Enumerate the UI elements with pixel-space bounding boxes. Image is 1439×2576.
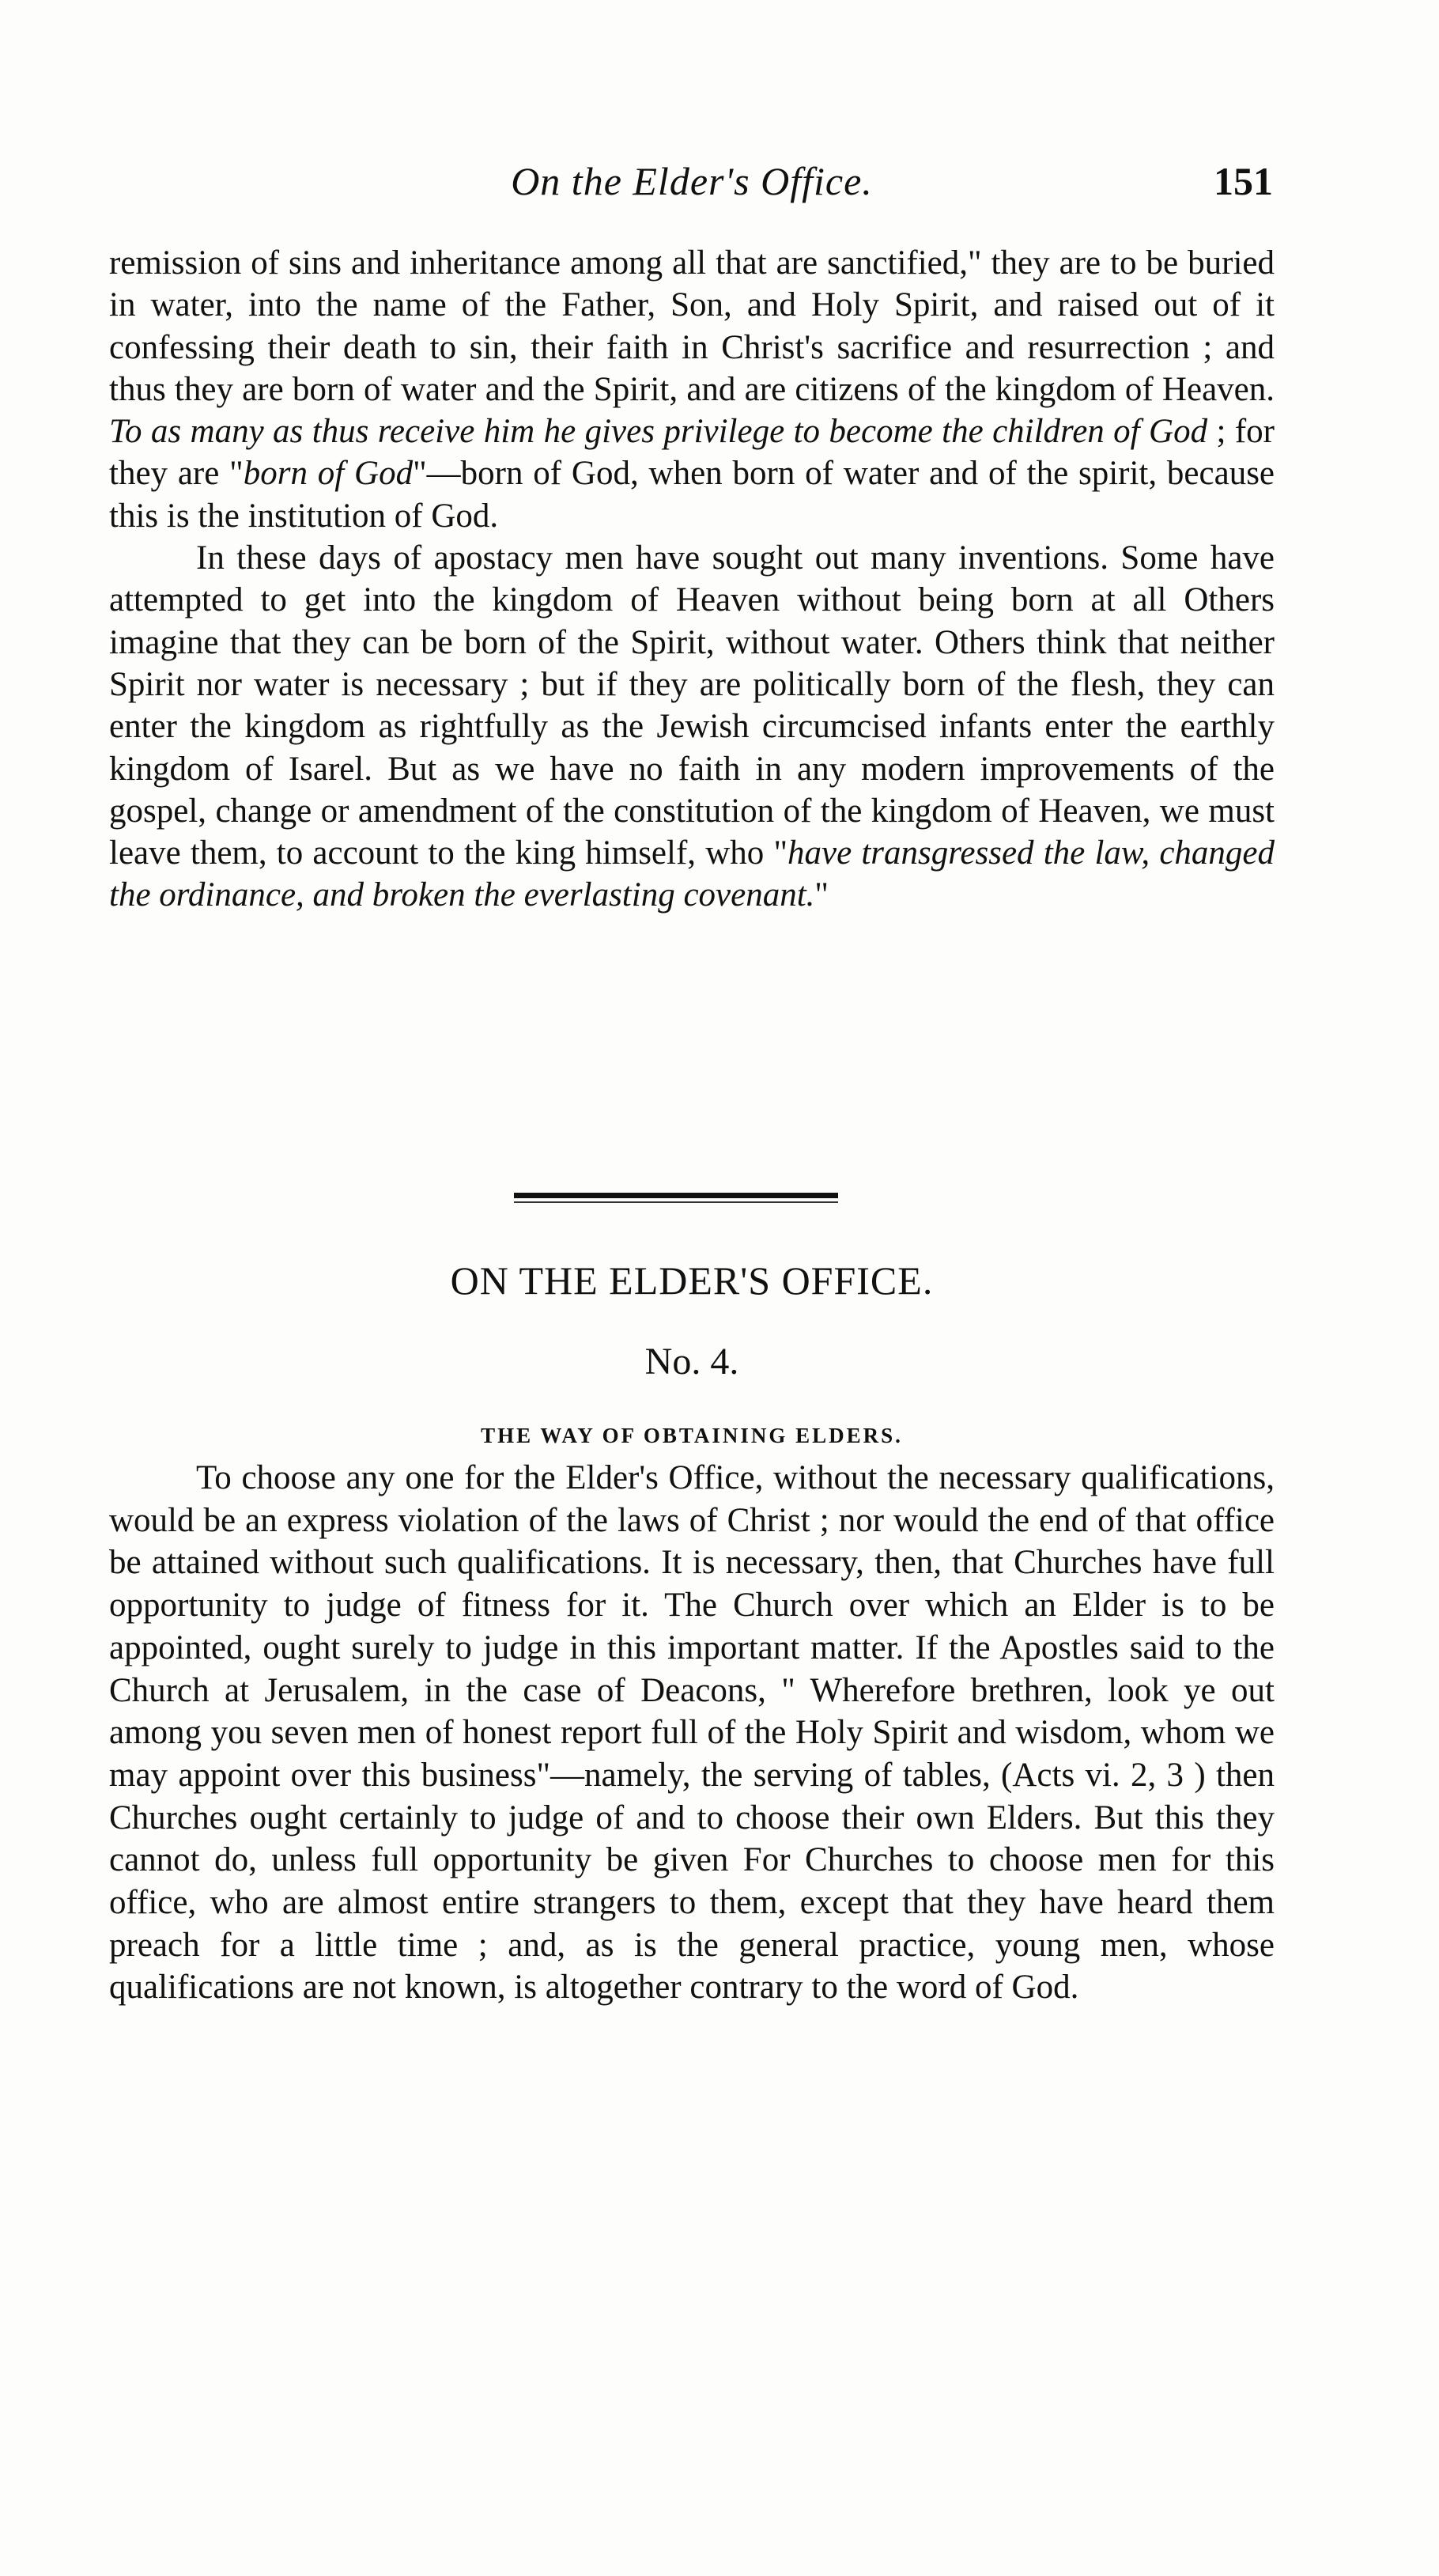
italic-text-run: To as many as thus receive him he gives privilege to become the children of God — [109, 413, 1208, 451]
text-run: " — [814, 876, 829, 914]
section-number: No. 4. — [644, 1341, 739, 1383]
running-head-title: On the Elder's Office. — [511, 159, 873, 203]
text-run: ; for they are " — [109, 413, 1275, 493]
italic-text-run: born of God — [243, 455, 414, 493]
text-run: "—born of God, when born of water and of the spirit, because this is the institution of God. — [109, 455, 1275, 535]
section-body-text — [109, 1457, 1275, 2009]
running-head — [111, 158, 1273, 214]
italic-text-run: have transgressed the law, changed the ordinance, and broken the everlasting covenant. — [109, 834, 1275, 914]
page-number: 151 — [1214, 159, 1273, 203]
paragraph-apostacy — [109, 537, 1275, 917]
text-run: remission of sins and inheritance among all that are sanctified," they are to be buried in water, into the name of the Father, Son, and Holy Spirit, and raised out of it confessing their death to sin, their faith in Christ's sacrifice and resurrection ; and thus they are born of water and the Spirit, and are citizens of the kingdom of Heaven. — [109, 244, 1275, 408]
continued-article-text — [109, 242, 1275, 917]
text-run: In these days of apostacy men have sought out many inventions. Some have attempted to get into the kingdom of Heaven without being born at all Others imagine that they can be born of the Spirit, without water. Others think that neither Spirit nor water is necessary ; but if they are politically born of the flesh, they can enter the kingdom as rightfully as the Jewish circumcised infants enter the earthly kingdom of Isarel. But as we have no faith in any modern improvements of the gospel, change or amendment of the constitution of the kingdom of Heaven, we must leave them, to account to the king himself, who " — [109, 539, 1275, 872]
paragraph-remission — [109, 242, 1275, 537]
paragraph-choosing-elders: To choose any one for the Elder's Office, without the necessary qualifications, would be an express violation of the laws of Christ ; nor would the end of that office be attained without such qualifications. It is necessary, then, that Churches have full opportunity to judge of fitness for it. The Church over which an Elder is to be appointed, ought surely to judge in this important matter. If the Apostles said to the Church at Jerusalem, in the case of Deacons, " Wherefore brethren, look ye out among you seven men of honest report full of the Holy Spirit and wisdom, whom we may appoint over this business"—namely, the serving of tables, (Acts vi. 2, 3 ) then Churches ought certainly to judge of and to choose their own Elders. But this they cannot do, unless full opportunity be given For Churches to choose men for this office, who are almost entire strangers to them, except that they have heard them preach for a little time ; and, as is the general practice, young men, whose qualifications are not known, is altogether contrary to the word of God. — [109, 1459, 1275, 2007]
section-divider-rule — [514, 1193, 838, 1198]
section-title: ON THE ELDER'S OFFICE. — [450, 1258, 934, 1303]
section-subtitle: THE WAY OF OBTAINING ELDERS. — [481, 1424, 903, 1447]
